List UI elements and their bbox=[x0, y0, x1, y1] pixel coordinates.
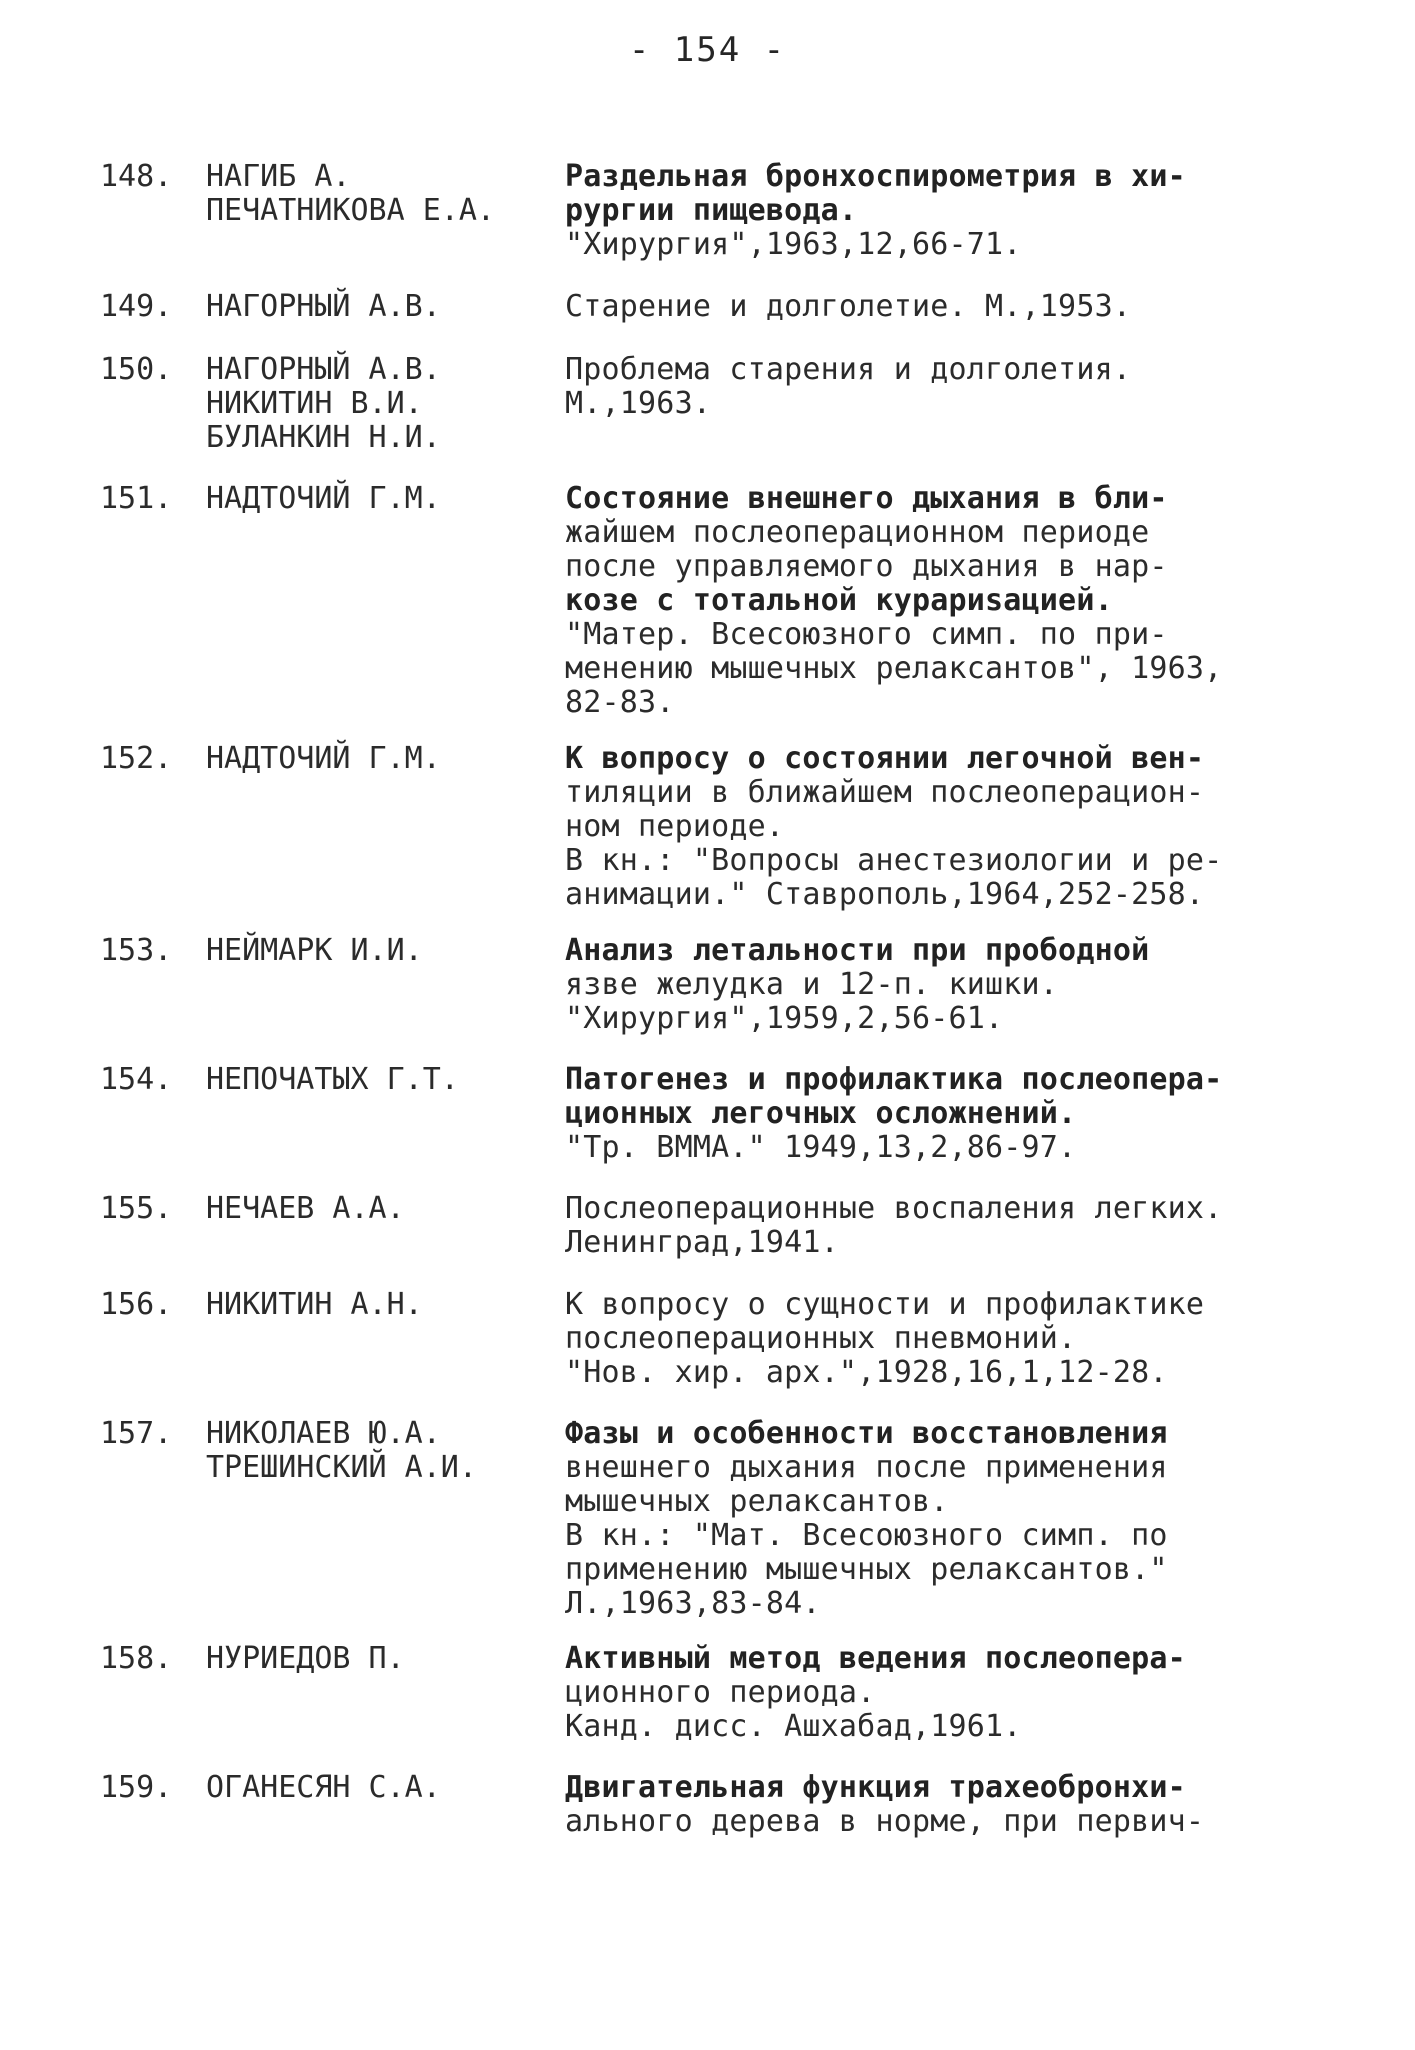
entry-line: "Тр. ВММА." 1949,13,2,86-97. bbox=[565, 1130, 1077, 1165]
entry-line: В кн.: "Мат. Всесоюзного симп. по bbox=[565, 1518, 1168, 1553]
entry-authors bbox=[206, 742, 556, 776]
entry-line: Раздельная бронхоспирометрия в хи- bbox=[565, 159, 1186, 194]
entry-author: НИКОЛАЕВ Ю.А. bbox=[206, 1416, 441, 1451]
entry-line: К вопросу о сущности и профилактике bbox=[565, 1287, 1205, 1322]
entry-authors bbox=[206, 1642, 556, 1676]
entry-number: 154. bbox=[100, 1062, 173, 1097]
entry-line: Проблема старения и долголетия. bbox=[565, 352, 1132, 387]
entry-line: Ленинград,1941. bbox=[565, 1225, 839, 1260]
entry-line: Фазы и особенности восстановления bbox=[565, 1416, 1168, 1451]
entry-authors bbox=[206, 1063, 556, 1097]
entry-authors bbox=[206, 934, 556, 968]
entry-line: ном периоде. bbox=[565, 809, 785, 844]
entry-author: НАДТОЧИЙ Г.М. bbox=[206, 481, 441, 516]
entry-line: менению мышечных релаксантов", 1963, bbox=[565, 651, 1223, 686]
entry-number: 158. bbox=[100, 1641, 173, 1676]
entry-number: 151. bbox=[100, 481, 173, 516]
entry-author: ТРЕШИНСКИЙ А.И. bbox=[206, 1450, 477, 1485]
entry-line: тиляции в ближайшем послеоперацион- bbox=[565, 775, 1205, 810]
entry-description bbox=[565, 1417, 1355, 1621]
entry-line: Послеоперационные воспаления легких. bbox=[565, 1191, 1223, 1226]
page-number: - 154 - bbox=[628, 30, 787, 70]
entry-number: 157. bbox=[100, 1416, 173, 1451]
entry-line: В кн.: "Вопросы анестезиологии и ре- bbox=[565, 843, 1223, 878]
entry-author: НАГИБ А. bbox=[206, 159, 351, 194]
entry-author: НИКИТИН А.Н. bbox=[206, 1287, 423, 1322]
entry-description bbox=[565, 1063, 1355, 1165]
entry-line: Канд. дисс. Ашхабад,1961. bbox=[565, 1709, 1022, 1744]
entry-author: НЕЙМАРК И.И. bbox=[206, 933, 423, 968]
entry-line: М.,1963. bbox=[565, 386, 712, 421]
entry-authors bbox=[206, 482, 556, 516]
entry-description bbox=[565, 353, 1355, 421]
entry-line: язве желудка и 12-п. кишки. bbox=[565, 967, 1059, 1002]
entry-line: после управляемого дыхания в нар- bbox=[565, 549, 1168, 584]
entry-line: Анализ летальности при прободной bbox=[565, 933, 1150, 968]
entry-authors bbox=[206, 353, 556, 455]
entry-author: НЕПОЧАТЫХ Г.Т. bbox=[206, 1062, 459, 1097]
entry-line: 82-83. bbox=[565, 685, 675, 720]
entry-description bbox=[565, 1642, 1355, 1744]
entry-line: ционных легочных осложнений. bbox=[565, 1096, 1077, 1131]
entry-description bbox=[565, 1288, 1355, 1390]
entry-line: ционного периода. bbox=[565, 1675, 876, 1710]
entry-line: Л.,1963,83-84. bbox=[565, 1586, 821, 1621]
entry-number: 150. bbox=[100, 352, 173, 387]
entry-line: Двигательная функция трахеобронхи- bbox=[565, 1770, 1186, 1805]
entry-number: 148. bbox=[100, 159, 173, 194]
entry-authors bbox=[206, 1288, 556, 1322]
entry-line: послеоперационных пневмоний. bbox=[565, 1321, 1077, 1356]
entry-line: К вопросу о состоянии легочной вен- bbox=[565, 741, 1205, 776]
entry-author: НЕЧАЕВ А.А. bbox=[206, 1191, 405, 1226]
entry-author: БУЛАНКИН Н.И. bbox=[206, 420, 441, 455]
entry-author: ОГАНЕСЯН С.А. bbox=[206, 1770, 441, 1805]
entry-line: "Матер. Всесоюзного симп. по при- bbox=[565, 617, 1168, 652]
entry-author: НАГОРНЫЙ А.В. bbox=[206, 289, 441, 324]
entry-line: Состояние внешнего дыхания в бли- bbox=[565, 481, 1168, 516]
entry-number: 149. bbox=[100, 289, 173, 324]
entry-description bbox=[565, 290, 1355, 324]
entry-line: ального дерева в норме, при первич- bbox=[565, 1804, 1205, 1839]
entry-authors bbox=[206, 1771, 556, 1805]
entry-number: 159. bbox=[100, 1770, 173, 1805]
entry-line: Активный метод ведения послеопера- bbox=[565, 1641, 1186, 1676]
entry-authors bbox=[206, 290, 556, 324]
entry-line: "Хирургия",1963,12,66-71. bbox=[565, 227, 1022, 262]
entry-author: НАДТОЧИЙ Г.М. bbox=[206, 741, 441, 776]
entry-number: 155. bbox=[100, 1191, 173, 1226]
entry-author: ПЕЧАТНИКОВА Е.А. bbox=[206, 193, 495, 228]
entry-authors bbox=[206, 160, 556, 228]
entry-number: 153. bbox=[100, 933, 173, 968]
entry-description bbox=[565, 1771, 1355, 1839]
entry-authors bbox=[206, 1192, 556, 1226]
entry-line: "Хирургия",1959,2,56-61. bbox=[565, 1001, 1004, 1036]
entry-description bbox=[565, 742, 1355, 912]
entry-line: жайшем послеоперационном периоде bbox=[565, 515, 1150, 550]
entry-line: мышечных релаксантов. bbox=[565, 1484, 949, 1519]
entry-line: внешнего дыхания после применения bbox=[565, 1450, 1168, 1485]
entry-author: НУРИЕДОВ П. bbox=[206, 1641, 405, 1676]
entry-number: 156. bbox=[100, 1287, 173, 1322]
entry-authors bbox=[206, 1417, 556, 1485]
entry-line: Старение и долголетие. М.,1953. bbox=[565, 289, 1132, 324]
entry-line: рургии пищевода. bbox=[565, 193, 858, 228]
entry-line: "Нов. хир. арх.",1928,16,1,12-28. bbox=[565, 1355, 1168, 1390]
entry-line: Патогенез и профилактика послеопера- bbox=[565, 1062, 1223, 1097]
entry-description bbox=[565, 160, 1355, 262]
entry-author: НИКИТИН В.И. bbox=[206, 386, 423, 421]
entry-line: козе с тотальной курариsацией. bbox=[565, 583, 1113, 618]
entry-description bbox=[565, 934, 1355, 1036]
entry-line: анимации." Ставрополь,1964,252-258. bbox=[565, 877, 1205, 912]
entry-number: 152. bbox=[100, 741, 173, 776]
entry-author: НАГОРНЫЙ А.В. bbox=[206, 352, 441, 387]
entry-description bbox=[565, 1192, 1355, 1260]
entry-description bbox=[565, 482, 1355, 720]
entry-line: применению мышечных релаксантов." bbox=[565, 1552, 1168, 1587]
